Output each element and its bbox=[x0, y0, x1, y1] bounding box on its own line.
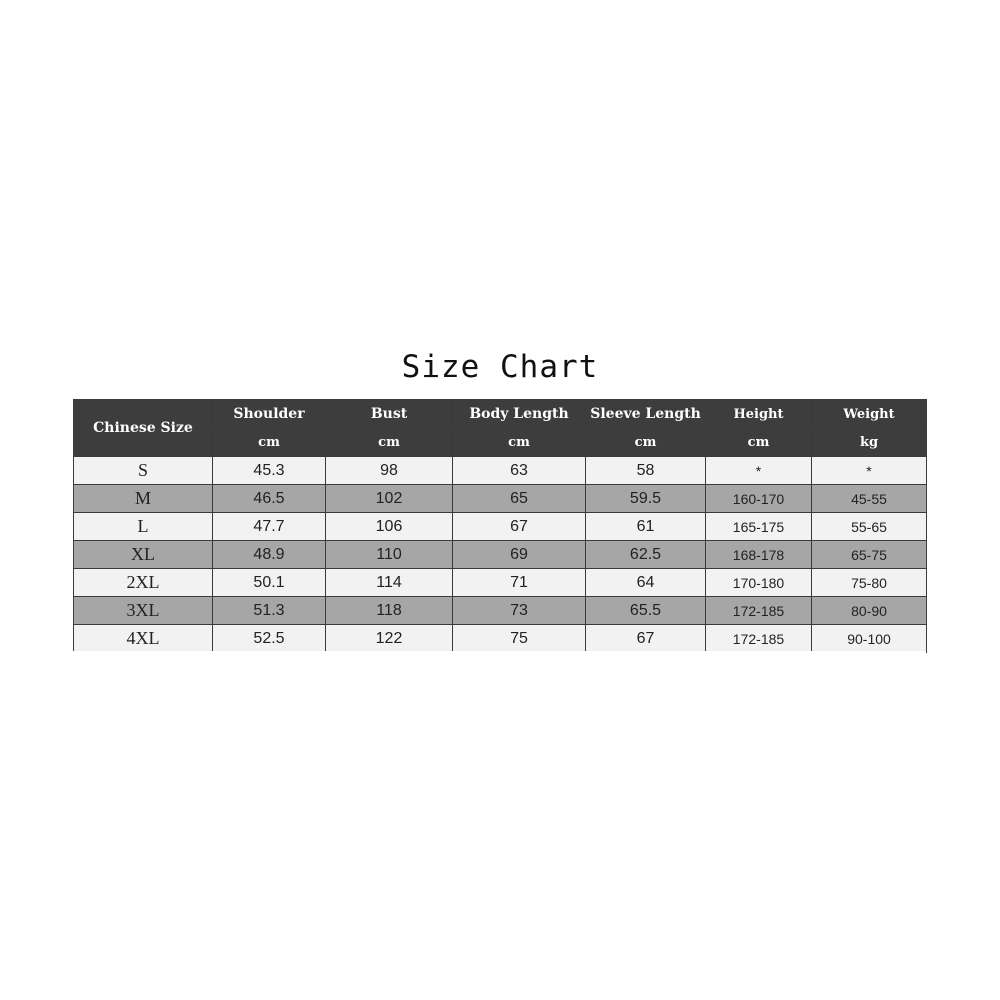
cell-body-length: 63 bbox=[453, 457, 586, 485]
cell-bust: 114 bbox=[326, 569, 453, 597]
cell-size: L bbox=[74, 513, 213, 541]
cell-height: 165-175 bbox=[706, 513, 812, 541]
cell-sleeve-length: 58 bbox=[586, 457, 706, 485]
cell-bust: 118 bbox=[326, 597, 453, 625]
cell-sleeve-length: 65.5 bbox=[586, 597, 706, 625]
unit-sleeve-length: cm bbox=[586, 429, 706, 457]
size-table bbox=[73, 399, 927, 653]
cell-weight: 75-80 bbox=[812, 569, 927, 597]
cell-size: S bbox=[74, 457, 213, 485]
cell-shoulder: 47.7 bbox=[213, 513, 326, 541]
cell-body-length: 75 bbox=[453, 625, 586, 653]
cell-sleeve-length: 62.5 bbox=[586, 541, 706, 569]
cell-body-length: 65 bbox=[453, 485, 586, 513]
cell-body-length: 67 bbox=[453, 513, 586, 541]
cell-shoulder: 51.3 bbox=[213, 597, 326, 625]
cell-height: 168-178 bbox=[706, 541, 812, 569]
header-body-length: Body Length bbox=[453, 400, 586, 429]
cell-height: * bbox=[706, 457, 812, 485]
cell-weight: 45-55 bbox=[812, 485, 927, 513]
header-row bbox=[74, 400, 927, 429]
cell-bust: 98 bbox=[326, 457, 453, 485]
cell-sleeve-length: 59.5 bbox=[586, 485, 706, 513]
table-row bbox=[74, 625, 927, 653]
cell-bust: 122 bbox=[326, 625, 453, 653]
cell-bust: 110 bbox=[326, 541, 453, 569]
table-row bbox=[74, 569, 927, 597]
cell-size: XL bbox=[74, 541, 213, 569]
cell-shoulder: 50.1 bbox=[213, 569, 326, 597]
cell-weight: 55-65 bbox=[812, 513, 927, 541]
cell-body-length: 71 bbox=[453, 569, 586, 597]
unit-shoulder: cm bbox=[213, 429, 326, 457]
cell-bust: 102 bbox=[326, 485, 453, 513]
header-chinese-size: Chinese Size bbox=[74, 400, 213, 457]
unit-height: cm bbox=[706, 429, 812, 457]
cell-size: 4XL bbox=[74, 625, 213, 653]
cell-height: 172-185 bbox=[706, 597, 812, 625]
cell-body-length: 73 bbox=[453, 597, 586, 625]
header-weight: Weight bbox=[812, 400, 927, 429]
cell-sleeve-length: 64 bbox=[586, 569, 706, 597]
cell-size: M bbox=[74, 485, 213, 513]
unit-body-length: cm bbox=[453, 429, 586, 457]
cell-bust: 106 bbox=[326, 513, 453, 541]
header-bust: Bust bbox=[326, 400, 453, 429]
cell-shoulder: 48.9 bbox=[213, 541, 326, 569]
cell-weight: 80-90 bbox=[812, 597, 927, 625]
cell-size: 2XL bbox=[74, 569, 213, 597]
cell-height: 160-170 bbox=[706, 485, 812, 513]
cell-weight: * bbox=[812, 457, 927, 485]
header-height: Height bbox=[706, 400, 812, 429]
unit-bust: cm bbox=[326, 429, 453, 457]
cell-shoulder: 45.3 bbox=[213, 457, 326, 485]
page-title: Size Chart bbox=[401, 349, 599, 385]
cell-sleeve-length: 61 bbox=[586, 513, 706, 541]
cell-height: 170-180 bbox=[706, 569, 812, 597]
table-crop-edge bbox=[73, 651, 926, 661]
table-row bbox=[74, 597, 927, 625]
cell-size: 3XL bbox=[74, 597, 213, 625]
table-row bbox=[74, 513, 927, 541]
cell-shoulder: 52.5 bbox=[213, 625, 326, 653]
header-sleeve-length: Sleeve Length bbox=[586, 400, 706, 429]
cell-body-length: 69 bbox=[453, 541, 586, 569]
table-row bbox=[74, 541, 927, 569]
cell-weight: 90-100 bbox=[812, 625, 927, 653]
table-row bbox=[74, 457, 927, 485]
cell-weight: 65-75 bbox=[812, 541, 927, 569]
cell-height: 172-185 bbox=[706, 625, 812, 653]
unit-weight: kg bbox=[812, 429, 927, 457]
cell-shoulder: 46.5 bbox=[213, 485, 326, 513]
table-row bbox=[74, 485, 927, 513]
header-shoulder: Shoulder bbox=[213, 400, 326, 429]
cell-sleeve-length: 67 bbox=[586, 625, 706, 653]
